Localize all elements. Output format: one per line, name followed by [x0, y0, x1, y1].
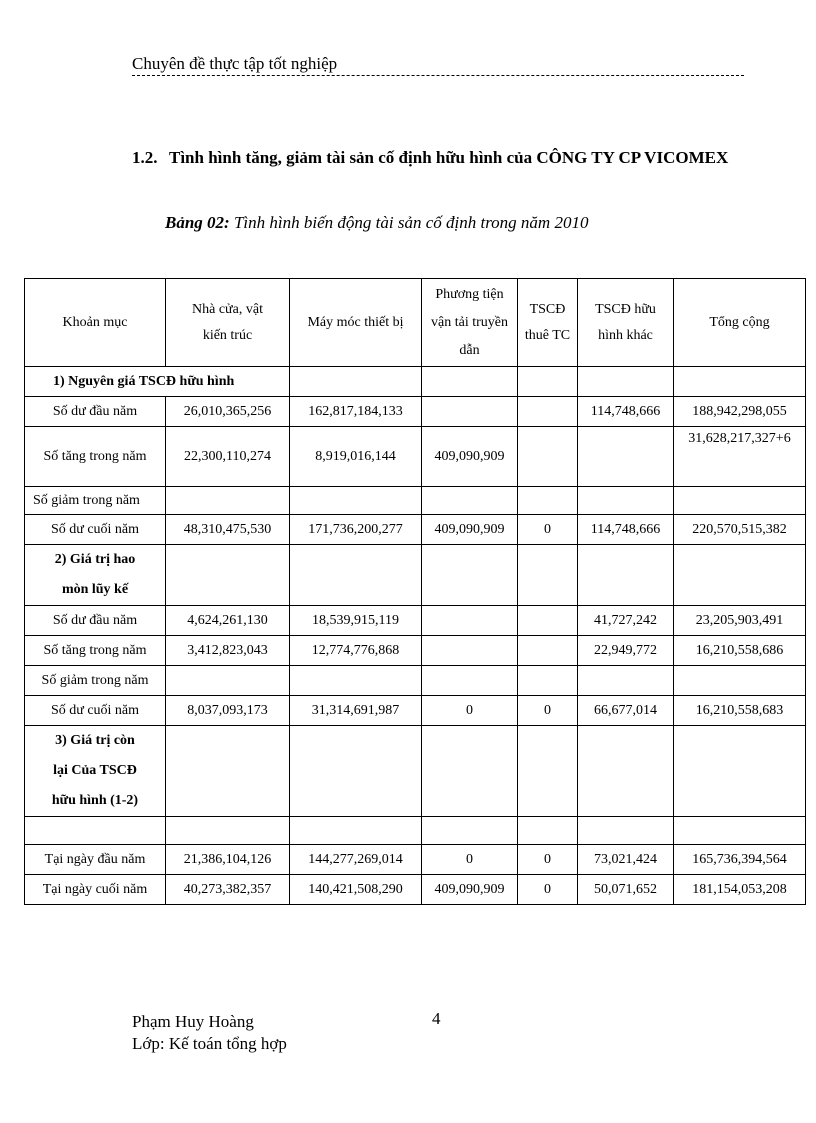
table-cell: [422, 636, 518, 666]
table-cell: [518, 427, 578, 487]
table-row: [25, 515, 806, 545]
table-caption: [165, 213, 588, 233]
table-cell: [166, 726, 290, 817]
table-cell: [518, 606, 578, 636]
table-cell: 409,090,909: [422, 427, 518, 487]
section-label: 1) Nguyên giá TSCĐ hữu hình: [25, 367, 290, 397]
table-cell: [422, 666, 518, 696]
table-cell: [578, 367, 674, 397]
table-cell: 144,277,269,014: [290, 845, 422, 875]
table-cell: 409,090,909: [422, 875, 518, 905]
author-name: Phạm Huy Hoàng: [132, 1012, 254, 1031]
table-cell: 114,748,666: [578, 515, 674, 545]
section-heading: [132, 146, 744, 169]
table-cell: [518, 487, 578, 515]
header-nha-cua: Nhà cửa, vật kiến trúc: [166, 279, 290, 367]
section-label: 2) Giá trị hao mòn lũy kế: [25, 545, 166, 606]
table-cell: 23,205,903,491: [674, 606, 806, 636]
row-label: Số giảm trong năm: [25, 487, 166, 515]
table-row: [25, 487, 806, 515]
table-cell: [422, 397, 518, 427]
table-caption-label: Bảng 02: [165, 213, 225, 232]
table-cell: 66,677,014: [578, 696, 674, 726]
table-cell: 4,624,261,130: [166, 606, 290, 636]
table-cell: 73,021,424: [578, 845, 674, 875]
table-cell: 140,421,508,290: [290, 875, 422, 905]
table-cell: [290, 487, 422, 515]
table-cell: 162,817,184,133: [290, 397, 422, 427]
row-label: Số dư đầu năm: [25, 606, 166, 636]
table-cell: 31,314,691,987: [290, 696, 422, 726]
table-cell: [422, 487, 518, 515]
document-header: Chuyên đề thực tập tốt nghiệp: [132, 54, 338, 73]
table-cell: [518, 666, 578, 696]
table-cell: 0: [518, 845, 578, 875]
table-cell: [674, 726, 806, 817]
row-label: Số dư cuối năm: [25, 515, 166, 545]
table-cell: 18,539,915,119: [290, 606, 422, 636]
table-cell: 0: [518, 515, 578, 545]
table-cell: [518, 367, 578, 397]
table-cell: [290, 666, 422, 696]
table-row: [25, 666, 806, 696]
table-cell: [674, 487, 806, 515]
table-cell: [166, 545, 290, 606]
table-cell: [578, 726, 674, 817]
table-cell: [290, 726, 422, 817]
table-cell: 41,727,242: [578, 606, 674, 636]
table-cell: 114,748,666: [578, 397, 674, 427]
header-tong-cong: Tổng cộng: [674, 279, 806, 367]
table-cell: [422, 726, 518, 817]
table-row: [25, 397, 806, 427]
table-cell: [518, 397, 578, 427]
table-cell: [674, 666, 806, 696]
table-cell: 21,386,104,126: [166, 845, 290, 875]
table-row: [25, 367, 806, 397]
row-label: Tại ngày đầu năm: [25, 845, 166, 875]
table-cell: 50,071,652: [578, 875, 674, 905]
table-cell: [422, 545, 518, 606]
table-row: [25, 427, 806, 487]
footer-info: [132, 1011, 287, 1055]
table-cell: [518, 726, 578, 817]
table-row: [25, 875, 806, 905]
table-cell: [422, 817, 518, 845]
row-label: Số tăng trong năm: [25, 427, 166, 487]
table-cell: 0: [518, 875, 578, 905]
row-label: Số giảm trong năm: [25, 666, 166, 696]
table-cell: [518, 636, 578, 666]
table-cell: [578, 545, 674, 606]
table-cell: [422, 606, 518, 636]
table-cell: 48,310,475,530: [166, 515, 290, 545]
table-row: [25, 845, 806, 875]
table-cell: [518, 817, 578, 845]
table-cell: [422, 367, 518, 397]
row-label: Số dư đầu năm: [25, 397, 166, 427]
table-cell: 16,210,558,686: [674, 636, 806, 666]
table-cell: [674, 367, 806, 397]
class-name: Lớp: Kế toán tổng hợp: [132, 1034, 287, 1053]
table-cell: 16,210,558,683: [674, 696, 806, 726]
header-tscd-thue: TSCĐ thuê TC: [518, 279, 578, 367]
table-cell: [290, 817, 422, 845]
header-tscd-khac: TSCĐ hữu hình khác: [578, 279, 674, 367]
table-cell: 409,090,909: [422, 515, 518, 545]
table-cell: [290, 367, 422, 397]
table-cell: [578, 427, 674, 487]
table-cell: 165,736,394,564: [674, 845, 806, 875]
table-cell: 0: [422, 696, 518, 726]
table-cell: 22,300,110,274: [166, 427, 290, 487]
row-label: Tại ngày cuối năm: [25, 875, 166, 905]
fixed-asset-table: [24, 278, 806, 905]
table-row: [25, 726, 806, 817]
table-cell: [578, 487, 674, 515]
table-cell: [578, 817, 674, 845]
header-divider: [132, 75, 744, 76]
table-cell: 3,412,823,043: [166, 636, 290, 666]
table-cell: 0: [422, 845, 518, 875]
table-cell: [166, 487, 290, 515]
table-caption-colon: :: [224, 213, 230, 232]
table-row: [25, 545, 806, 606]
table-cell: [674, 545, 806, 606]
header-phuong-tien: Phương tiện vận tải truyền dẫn: [422, 279, 518, 367]
table-cell: 0: [518, 696, 578, 726]
section-title: Tình hình tăng, giảm tài sản cố định hữu hình của CÔNG TY CP VICOMEX: [169, 148, 729, 167]
page-number: 4: [432, 1009, 441, 1028]
table-cell: 31,628,217,327+6: [674, 427, 806, 487]
table-cell: 12,774,776,868: [290, 636, 422, 666]
table-cell: 188,942,298,055: [674, 397, 806, 427]
table-cell: 26,010,365,256: [166, 397, 290, 427]
table-cell: 22,949,772: [578, 636, 674, 666]
table-cell: 8,919,016,144: [290, 427, 422, 487]
table-row: [25, 636, 806, 666]
header-khoan-muc: Khoản mục: [25, 279, 166, 367]
table-cell: [518, 545, 578, 606]
header-may-moc: Máy móc thiết bị: [290, 279, 422, 367]
table-cell: [290, 545, 422, 606]
table-cell: [166, 666, 290, 696]
table-cell: [674, 817, 806, 845]
section-number: 1.2.: [132, 148, 158, 167]
table-header-row: [25, 279, 806, 367]
table-caption-text: Tình hình biến động tài sản cố định trong năm 2010: [229, 213, 589, 232]
table-row: [25, 696, 806, 726]
table-row: [25, 817, 806, 845]
table-cell: 171,736,200,277: [290, 515, 422, 545]
table-cell: 8,037,093,173: [166, 696, 290, 726]
table-cell: 181,154,053,208: [674, 875, 806, 905]
table-cell: 220,570,515,382: [674, 515, 806, 545]
row-label: Số dư cuối năm: [25, 696, 166, 726]
table-cell: [578, 666, 674, 696]
section-label: 3) Giá trị còn lại Của TSCĐ hữu hình (1-2): [25, 726, 166, 817]
table-cell: 40,273,382,357: [166, 875, 290, 905]
table-cell: [166, 817, 290, 845]
table-cell: [25, 817, 166, 845]
row-label: Số tăng trong năm: [25, 636, 166, 666]
table-row: [25, 606, 806, 636]
